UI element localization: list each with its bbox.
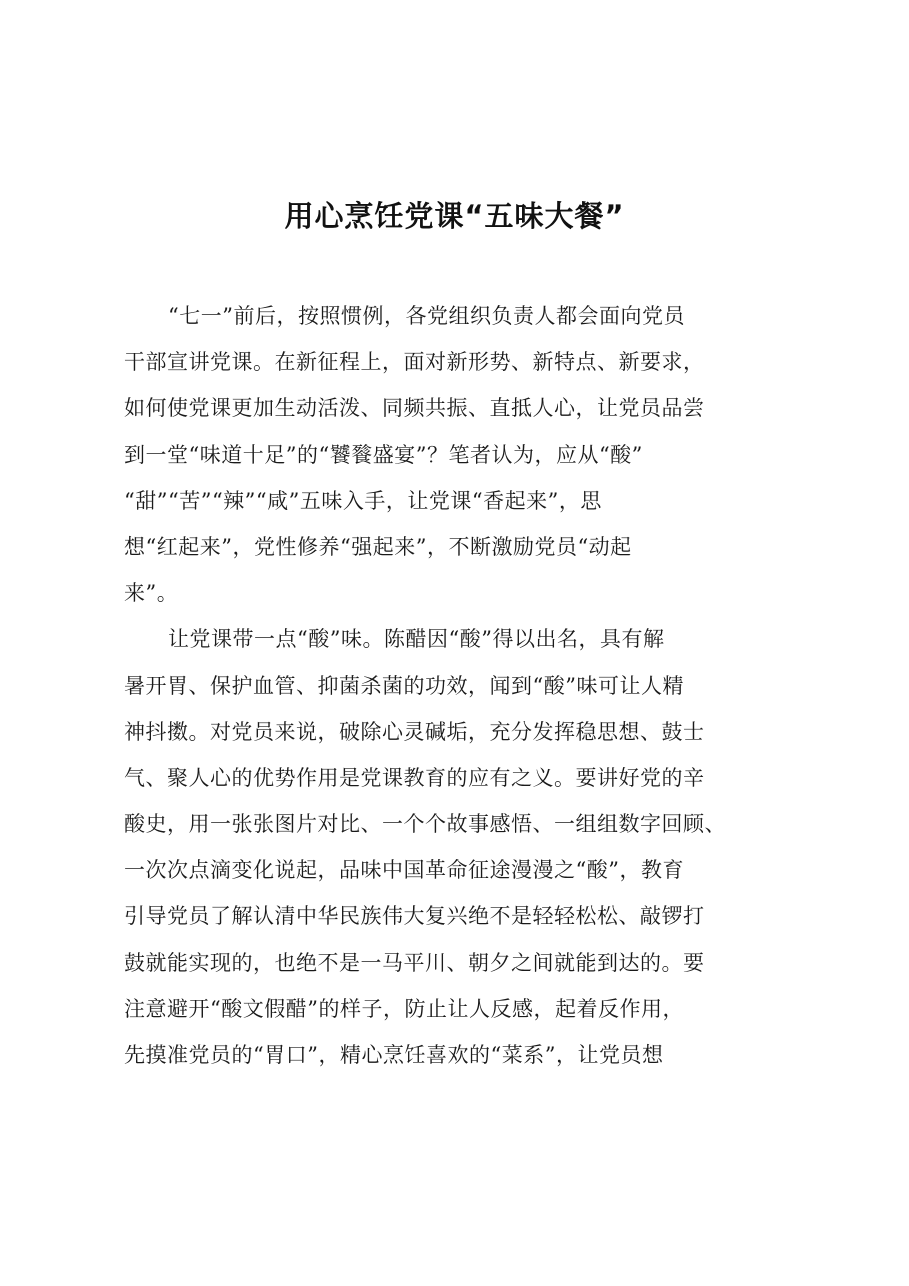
paragraph-line: 注意避开“酸文假醋”的样子，防止让人反感，起着反作用， — [124, 996, 684, 1021]
paragraph-line: 让党课带一点“酸”味。陈醋因“酸”得以出名，具有解 — [168, 627, 665, 652]
paragraph-line: 气、聚人心的优势作用是党课教育的应有之义。要讲好党的辛 — [124, 765, 705, 790]
paragraph-line: 引导党员了解认清中华民族伟大复兴绝不是轻轻松松、敲锣打 — [124, 904, 705, 929]
paragraph-line: 到一堂“味道十足”的“饕餮盛宴”？笔者认为，应从“酸” — [124, 442, 643, 467]
paragraph-line: 如何使党课更加生动活泼、同频共振、直抵人心，让党员品尝 — [124, 396, 705, 421]
paragraph-line: 神抖擞。对党员来说，破除心灵碱垢，充分发挥稳思想、鼓士 — [124, 719, 705, 744]
paragraph-line: 干部宣讲党课。在新征程上，面对新形势、新特点、新要求， — [124, 350, 705, 375]
paragraph-line: 一次次点滴变化说起，品味中国革命征途漫漫之“酸”，教育 — [124, 858, 684, 883]
paragraph-line: 暑开胃、保护血管、抑菌杀菌的功效，闻到“酸”味可让人精 — [124, 673, 684, 698]
document-body — [124, 293, 804, 1078]
paragraph-line: 先摸准党员的“胃口”，精心烹饪喜欢的“菜系”，让党员想 — [124, 1043, 664, 1067]
document-title: 用心烹饪党课“五味大餐” — [284, 199, 625, 233]
paragraph-line: 来”。 — [124, 581, 179, 606]
paragraph-line: 想“红起来”，党性修养“强起来”，不断激励党员“动起 — [124, 534, 632, 559]
paragraph-line: 鼓就能实现的，也绝不是一马平川、朝夕之间就能到达的。要 — [124, 950, 705, 975]
paragraph-line: “七一”前后，按照惯例，各党组织负责人都会面向党员 — [168, 304, 685, 328]
paragraph-line: “甜”“苦”“辣”“咸”五味入手，让党课“香起来”，思 — [124, 488, 602, 513]
paragraph-line: 酸史，用一张张图片对比、一个个故事感悟、一组组数字回顾、 — [124, 812, 726, 837]
